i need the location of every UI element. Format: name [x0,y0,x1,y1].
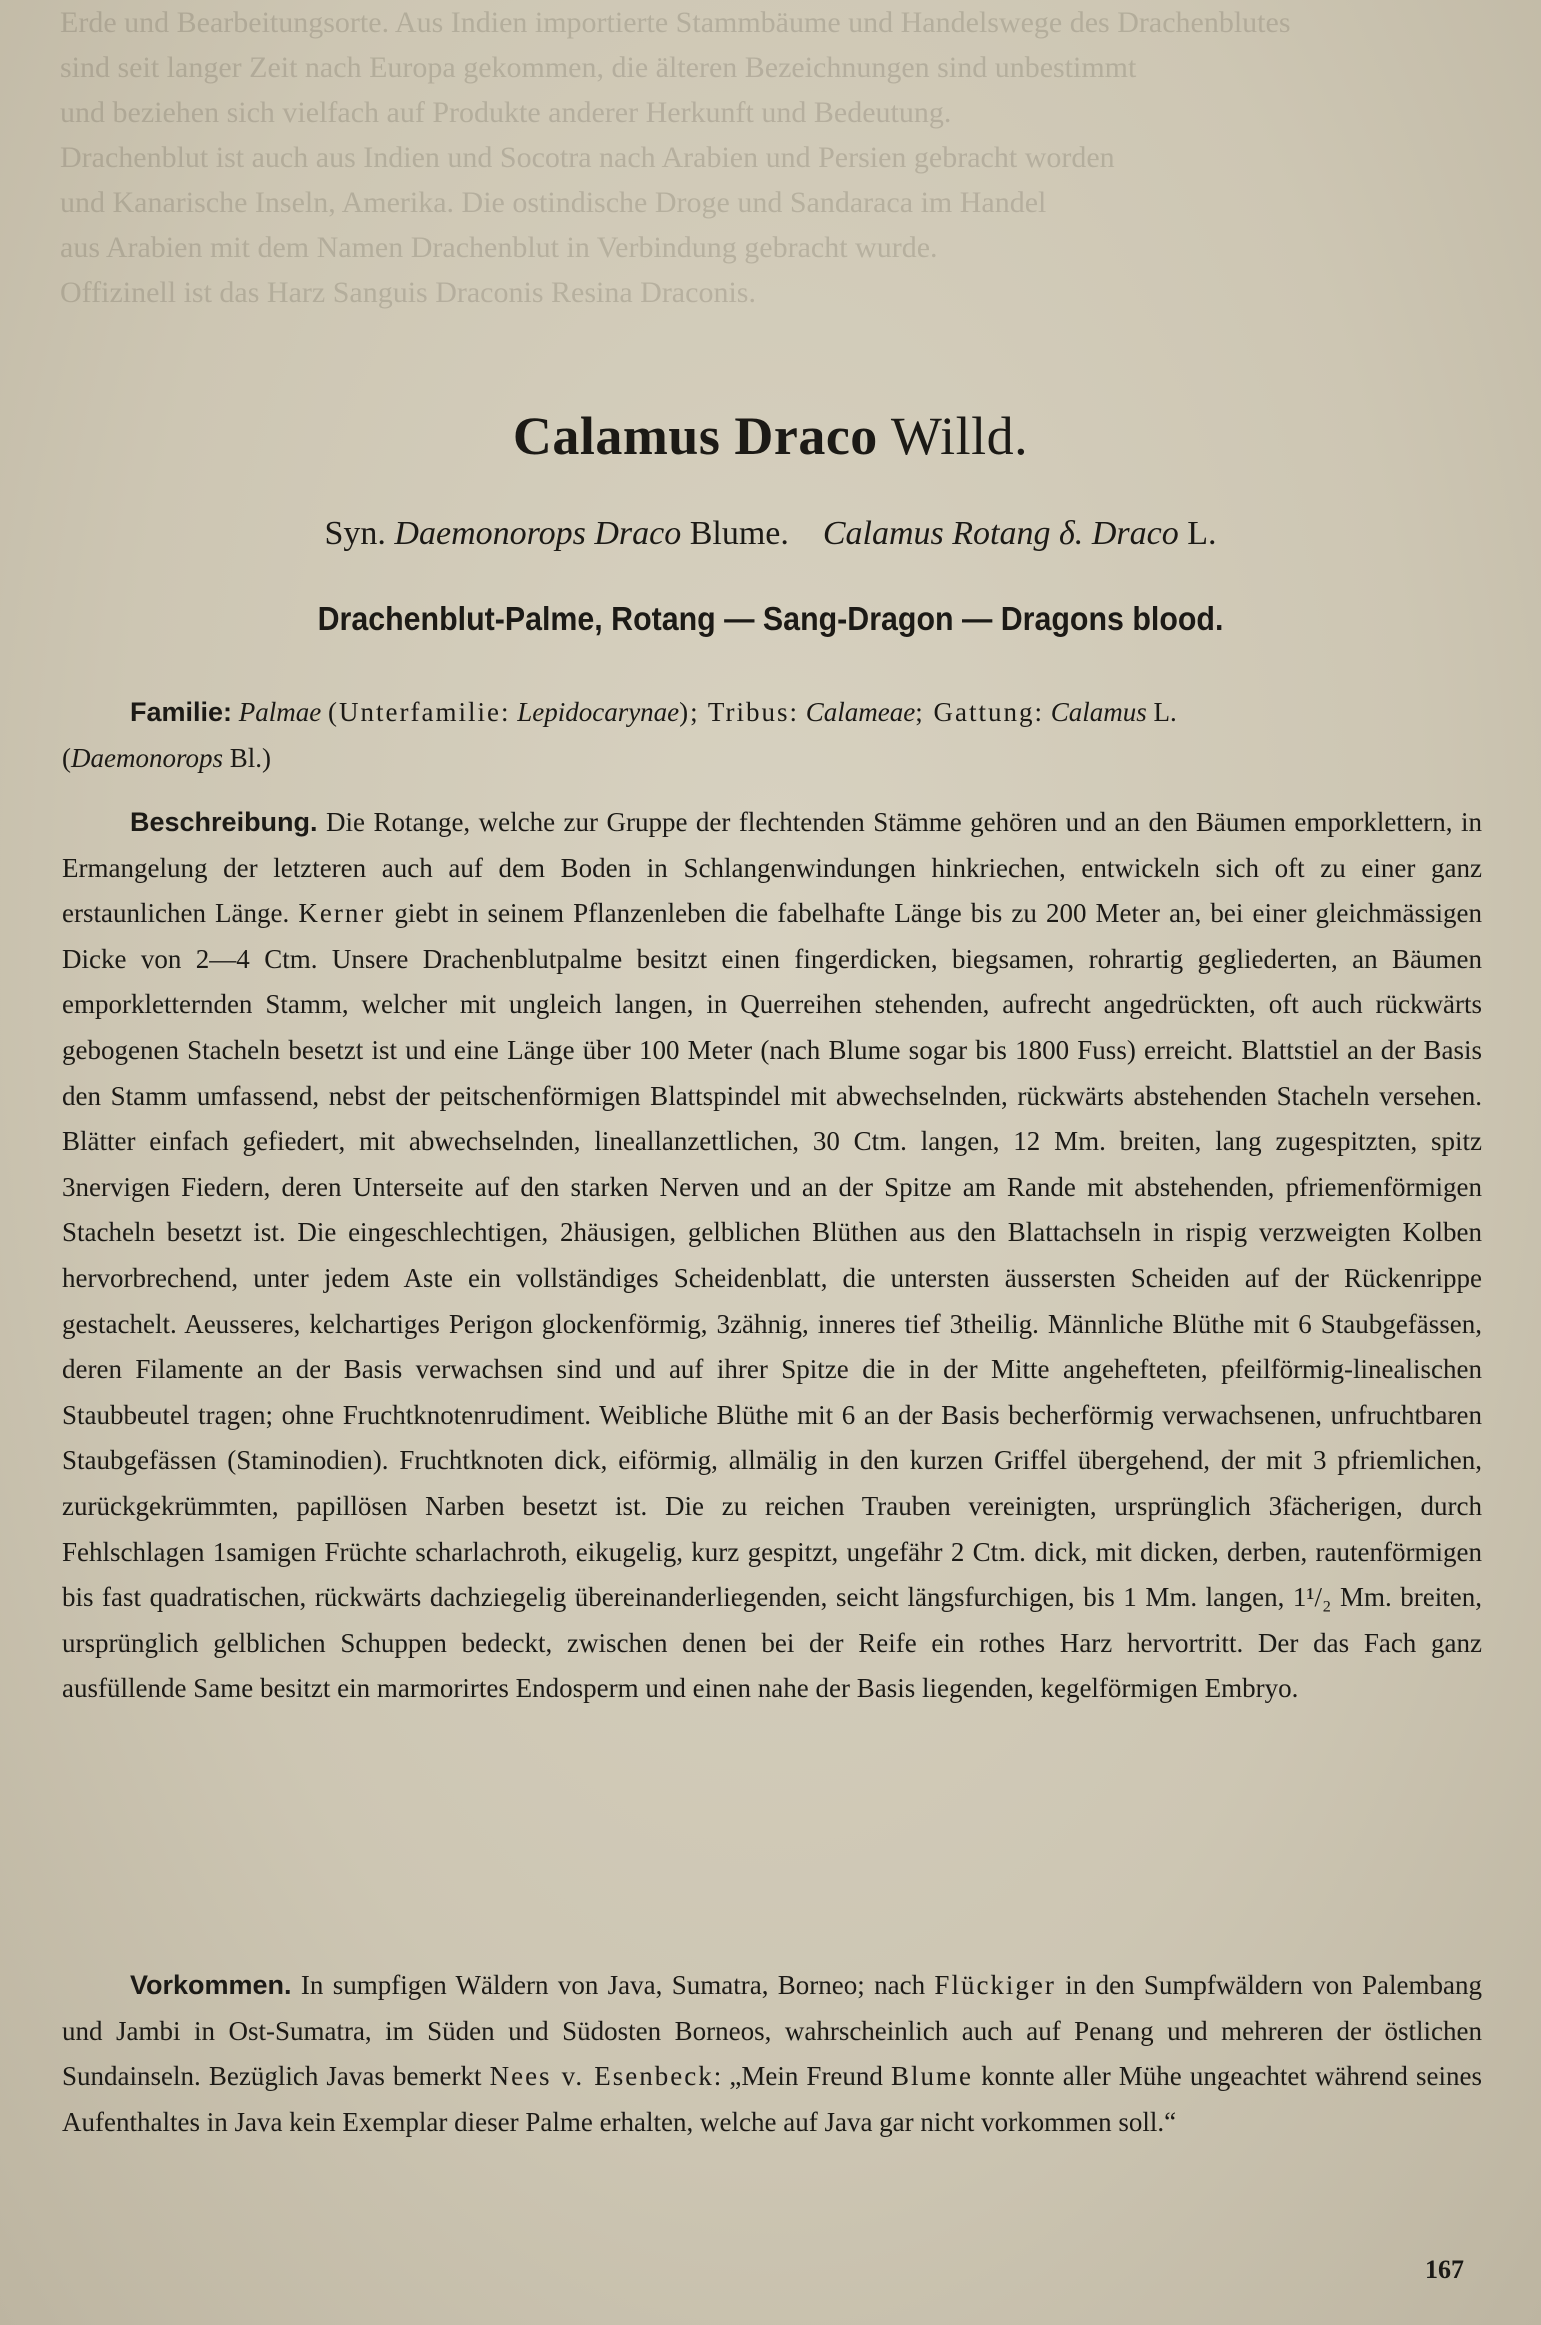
familie-daemonorops: Daemonorops [71,742,223,773]
syn-name-2: Calamus Rotang [822,515,1051,552]
synonym-line [0,515,1541,553]
bleed-line: aus Arabien mit dem Namen Drachenblut in Verbindung gebracht wurde. [60,231,938,264]
vorkommen-label: Vorkommen. [130,1970,292,2000]
familie-bl: Bl.) [229,742,272,773]
syn-name-1: Daemonorops Draco [394,515,682,552]
bleed-line: Drachenblut ist auch aus Indien und Socotra nach Arabien und Persien gebracht worden [60,141,1115,174]
beschreibung-paragraph [62,800,1482,1712]
page-number: 167 [1425,2255,1464,2284]
familie-calamus: Calamus [1050,697,1147,727]
vorkommen-text-3: : „Mein Freund [713,2061,883,2092]
vorkommen-blume: Blume [891,2061,974,2092]
vorkommen-paragraph [62,1963,1482,2145]
vorkommen-text-4: konnte aller Mühe ungeachtet während seines Aufenthaltes in Java kein Exemplar dieser Palme erhalten, welche auf Java gar nicht vorkommen soll.“ [62,2061,1482,2137]
common-names: Drachenblut-Palme, Rotang — Sang-Dragon — Dragons blood. [317,600,1224,637]
syn-author-1: Blume. [689,515,789,552]
syn-name-3: Draco [1091,515,1179,552]
bleed-line: sind seit langer Zeit nach Europa gekommen, die älteren Bezeichnungen sind unbestimmt [60,51,1137,84]
syn-prefix: Syn. [324,515,386,552]
familie-tribus: ); Tribus: [679,697,799,727]
title-author: Willd. [890,406,1029,466]
vorkommen-nees: Nees v. Esenbeck [489,2061,714,2092]
familie-l: L. [1153,697,1177,727]
beschreibung-fraction: 1¹/₂ [1292,1582,1332,1613]
vorkommen-text-2: in den Sumpfwäldern von Palembang und Jambi in Ost-Sumatra, im Süden und Südosten Borneos, wahrscheinlich auch auf Penang und mehreren der östlichen Sundainseln. Bezüglich Javas bemerkt [62,1970,1483,2092]
familie-paragraph [62,690,1482,781]
familie-lepido: Lepidocarynae [517,697,680,727]
beschreibung-text-3: Mm. breiten, ursprünglich gelblichen Schuppen bedeckt, zwischen denen bei der Reife ein rothes Harz hervortritt. Der das Fach ganz ausfüllende Same besitzt ein marmorirtes Endosperm und einen nahe der Basis liegenden, kegelförmigen Embryo. [62,1582,1482,1704]
beschreibung-text-1: Die Rotange, welche zur Gruppe der flechtenden Stämme gehören und an den Bäumen emporklettern, in Ermangelung der letzteren auch auf dem Boden in Schlangenwindungen hinkriechen, entwickeln sich oft zu einer ganz erstaunlichen Länge. [62,807,1483,929]
bleed-line: Offizinell ist das Harz Sanguis Draconis Resina Draconis. [60,276,756,309]
syn-author-2: L. [1187,515,1217,552]
familie-calameae: Calameae [805,697,916,727]
beschreibung-label: Beschreibung. [130,807,318,837]
familie-palmae: Palmae [238,697,322,727]
vorkommen-text-1: In sumpfigen Wäldern von Java, Sumatra, Borneo; nach [300,1970,926,2000]
beschreibung-text-2: giebt in seinem Pflanzenleben die fabelhafte Länge bis zu 200 Meter an, bei einer gleichmässigen Dicke von 2—4 Ctm. Unsere Drachenblutpalme besitzt einen fingerdicken, biegsamen, rohrartig gegliederten, an Bäumen emporkletternden Stamm, welcher mit ungleich langen, in Querreihen stehenden, aufrecht angedrückten, oft auch rückwärts gebogenen Stacheln besetzt ist und eine Länge über 100 Meter (nach Blume sogar bis 1800 Fuss) erreicht. Blattstiel an der Basis den Stamm umfassend, nebst der peitschenförmigen Blattspindel mit abwechselnden, rückwärts abstehenden Stacheln versehen. Blätter einfach gefiedert, mit abwechselnden, lineallanzettlichen, 30 Ctm. langen, 12 Mm. breiten, lang zugespitzten, spitz 3nervigen Fiedern, deren Unterseite auf den starken Nerven und an der Spitze am Rande mit abstehenden, pfriemenförmigen Stacheln besetzt ist. Die eingeschlechtigen, 2häusigen, gelblichen Blüthen aus den Blattachseln in rispig verzweigten Kolben hervorbrechend, unter jedem Aste ein vollständiges Scheidenblatt, die untersten äussersten Scheiden auf der Rückenrippe gestachelt. Aeusseres, kelchartiges Perigon glockenförmig, 3zähnig, inneres tief 3theilig. Männliche Blüthe mit 6 Staubgefässen, deren Filamente an der Basis verwachsen sind und auf ihrer Spitze die in der Mitte angehefteten, pfeilförmig-linealischen Staubbeutel tragen; ohne Fruchtknotenrudiment. Weibliche Blüthe mit 6 an der Basis becherförmig verwachsenen, unfruchtbaren Staubgefässen (Staminodien). Fruchtknoten dick, eiförmig, allmälig in den kurzen Griffel übergehend, der mit 3 pfriemlichen, zurückgekrümmten, papillösen Narben besetzt ist. Die zu reichen Trauben vereinigten, ursprünglich 3fächerigen, durch Fehlschlagen 1samigen Früchte scharlachroth, eikugelig, kurz gespitzt, ungefähr 2 Ctm. dick, mit dicken, derben, rautenförmigen bis fast quadratischen, rückwärts dachziegelig übereinanderliegenden, seicht längsfurchigen, bis 1 Mm. langen, [62,898,1483,1613]
page-title [0,405,1541,467]
vorkommen-flueckiger: Flückiger [934,1970,1056,2000]
bleed-line: und beziehen sich vielfach auf Produkte anderer Herkunft und Bedeutung. [60,96,952,129]
familie-gattung: ; Gattung: [915,697,1044,727]
familie-paren: ( [62,742,71,773]
beschreibung-kerner: Kerner [298,898,386,929]
familie-label: Familie: [130,697,233,727]
bleed-line: Erde und Bearbeitungsorte. Aus Indien importierte Stammbäume und Handelswege des Drachenblutes [60,6,1291,39]
title-species: Calamus Draco [512,406,878,466]
syn-variety: δ. [1059,515,1084,552]
bleed-line: und Kanarische Inseln, Amerika. Die ostindische Droge und Sandaraca im Handel [60,186,1047,219]
bleed-through-text [60,0,1490,420]
familie-unterfam: (Unterfamilie: [328,697,511,727]
